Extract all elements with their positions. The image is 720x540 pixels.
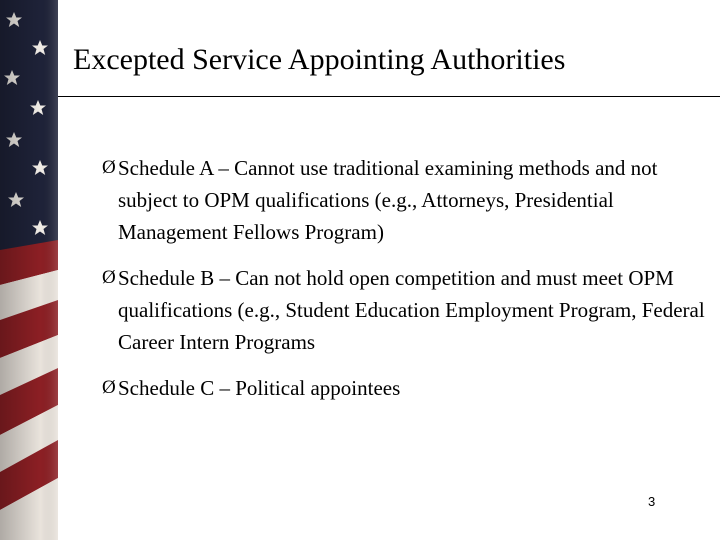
bullet-item-schedule-b (102, 262, 712, 358)
title-divider (58, 96, 720, 97)
bullet-text: Schedule A – Cannot use traditional examining methods and not subject to OPM qualifications (e.g., Attorneys, Presidential Management Fellows Program) (118, 156, 658, 244)
bullet-item-schedule-a (102, 152, 712, 248)
slide-title: Excepted Service Appointing Authorities (73, 43, 566, 76)
page-number: 3 (648, 494, 656, 509)
bullet-item-schedule-c (102, 372, 712, 404)
bullet-arrow-icon: Ø (102, 377, 116, 398)
bullet-arrow-icon: Ø (102, 267, 116, 288)
american-flag-strip (0, 0, 58, 540)
bullet-list (102, 152, 712, 418)
bullet-text: Schedule C – Political appointees (118, 376, 401, 400)
bullet-text: Schedule B – Can not hold open competition and must meet OPM qualifications (e.g., Student Education Employment Program, Federal Career Intern Programs (118, 266, 705, 354)
bullet-arrow-icon: Ø (102, 157, 116, 178)
